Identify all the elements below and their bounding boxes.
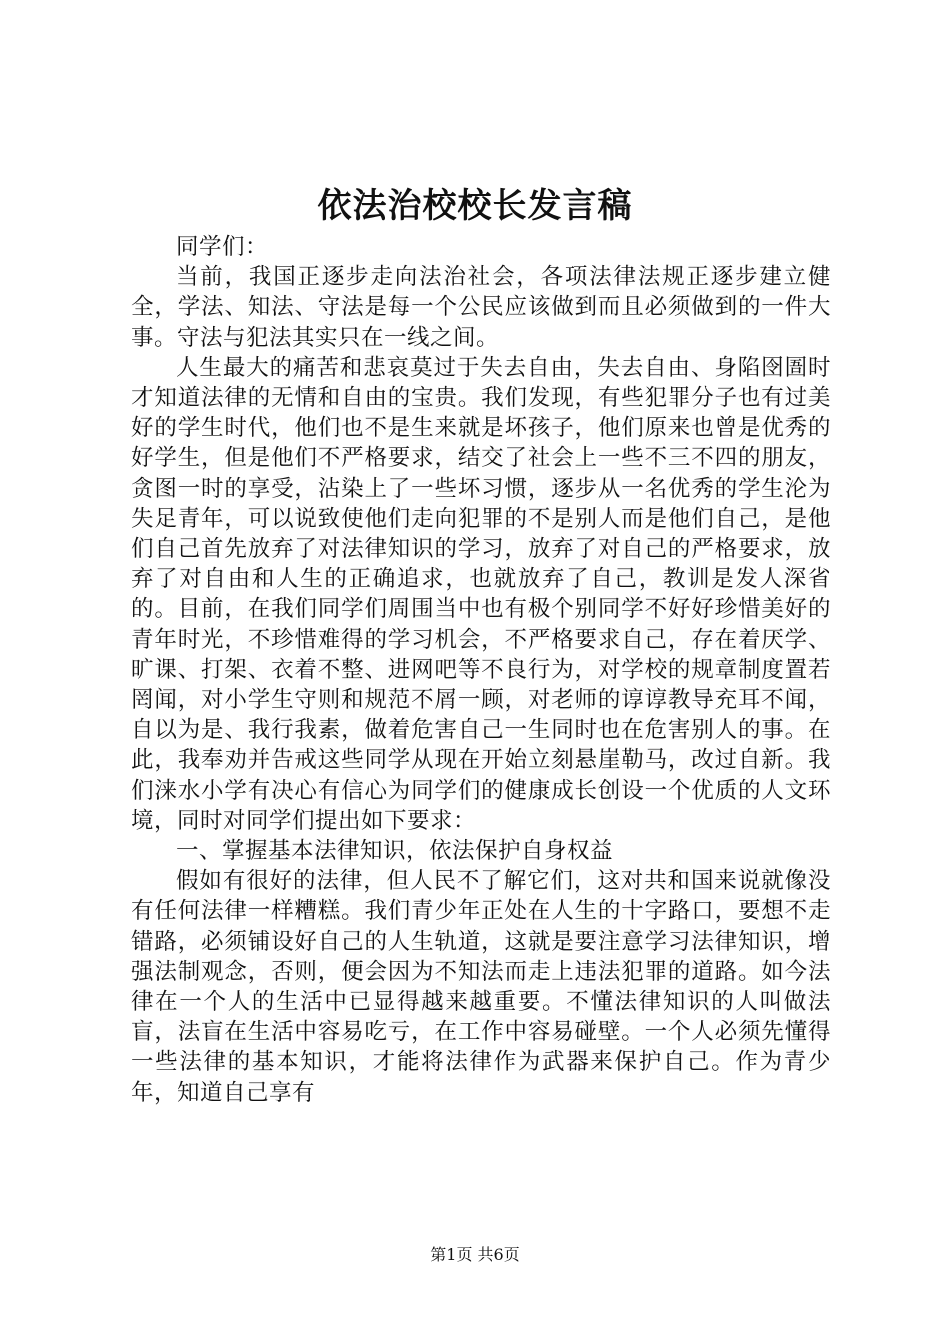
body-paragraph: 当前，我国正逐步走向法治社会，各项法律法规正逐步建立健全，学法、知法、守法是每一个公民应该做到而且必须做到的一件大事。守法与犯法其实只在一线之间。 (131, 264, 831, 351)
section-heading: 一、掌握基本法律知识，依法保护自身权益 (176, 838, 614, 865)
body-paragraph: 人生最大的痛苦和悲哀莫过于失去自由，失去自由、身陷囹圄时才知道法律的无情和自由的宝贵。我们发现，有些犯罪分子也有过美好的学生时代，他们也不是生来就是坏孩子，他们原来也曾是优秀的好学生，但是他们不严格要求，结交了社会上一些不三不四的朋友，贪图一时的享受，沾染上了一些坏习惯，逐步从一名优秀的学生沦为失足青年，可以说致使他们走向犯罪的不是别人而是他们自己，是他们自己首先放弃了对法律知识的学习，放弃了对自己的严格要求，放弃了对自由和人生的正确追求，也就放弃了自己，教训是发人深省的。目前，在我们同学们周围当中也有极个别同学不好好珍惜美好的青年时光，不珍惜难得的学习机会，不严格要求自己，存在着厌学、旷课、打架、衣着不整、进网吧等不良行为，对学校的规章制度置若罔闻，对小学生守则和规范不屑一顾，对老师的谆谆教导充耳不闻，自以为是、我行我素，做着危害自己一生同时也在危害别人的事。在此，我奉劝并告戒这些同学从现在开始立刻悬崖勒马，改过自新。我们涞水小学有决心有信心为同学们的健康成长创设一个优质的人文环境，同时对同学们提出如下要求： (131, 354, 831, 834)
document-body (131, 232, 831, 1108)
document-title: 依法治校校长发言稿 (317, 186, 633, 226)
salutation-paragraph: 同学们： (176, 234, 269, 260)
body-paragraph: 假如有很好的法律，但人民不了解它们，这对共和国来说就像没有任何法律一样糟糕。我们青少年正处在人生的十字路口，要想不走错路，必须铺设好自己的人生轨道，这就是要注意学习法律知识，增强法制观念，否则，便会因为不知法而走上违法犯罪的道路。如今法律在一个人的生活中已显得越来越重要。不懂法律知识的人叫做法盲，法盲在生活中容易吃亏，在工作中容易碰壁。一个人必须先懂得一些法律的基本知识，才能将法律作为武器来保护自己。作为青少年，知道自己享有 (131, 868, 831, 1106)
page-footer: 第1页 共6页 (430, 1245, 520, 1264)
